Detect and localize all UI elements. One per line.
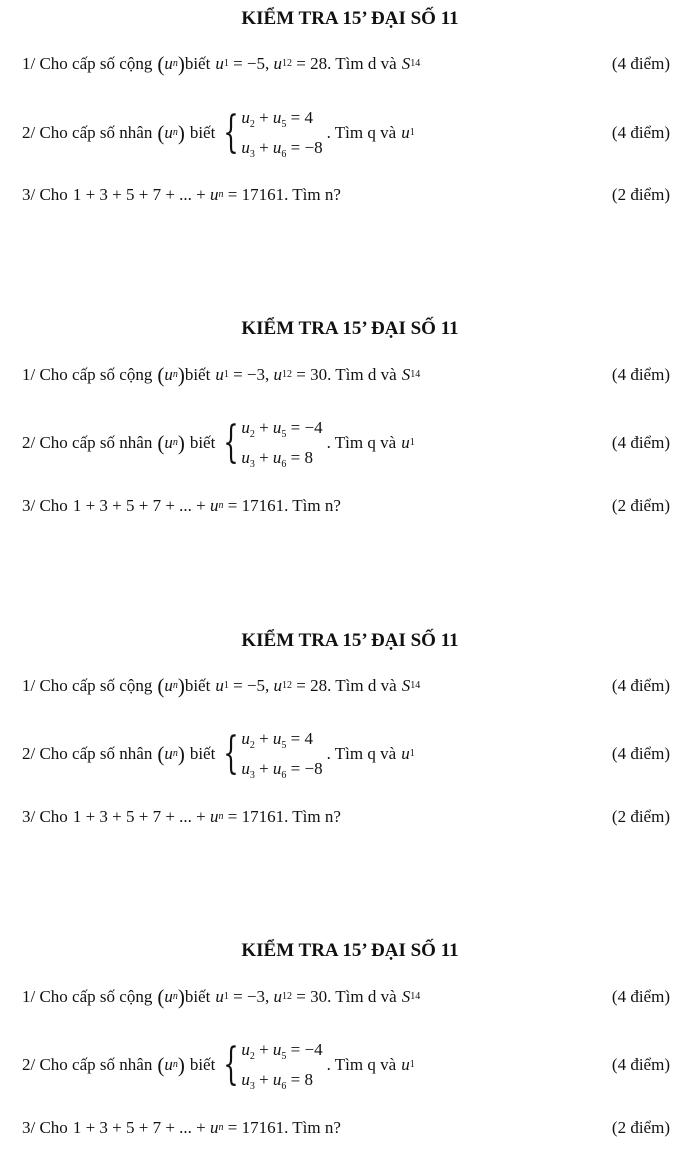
points-label: (2 điểm) [611,1118,670,1137]
question-label: 1/ Cho cấp số cộng [22,365,153,384]
question-label: 1/ Cho cấp số cộng [22,676,153,695]
brace-icon: { [223,728,240,779]
equation-system: { $u_2 + u_5 = -4$ $u_3 + u_6 = 8$ [223,417,323,470]
question-label: 3/ Cho [22,807,68,826]
points-label: (4 điểm) [611,433,670,452]
question-1: 1/ Cho cấp số cộng ( u n ) biết u 1 = −3 , u 12 = 30 . Tìm d và S 14 (4 điểm) [22,985,670,1009]
question-label: 3/ Cho [22,185,68,204]
exam-title: KIỂM TRA 15’ ĐẠI SỐ 11 [241,630,459,651]
question-label: 2/ Cho cấp số nhân [22,1055,153,1074]
points-label: (4 điểm) [611,365,670,384]
exam-title: KIỂM TRA 15’ ĐẠI SỐ 11 [241,318,459,339]
question-1: 1/ Cho cấp số cộng ( u n ) biết u 1 = −5 , u 12 = 28 . Tìm d và S 14 (4 điểm) [22,674,670,698]
brace-icon: { [223,1039,240,1090]
points-label: (2 điểm) [611,807,670,826]
question-label: 1/ Cho cấp số cộng [22,54,153,73]
points-label: (4 điểm) [611,744,670,763]
points-label: (4 điểm) [611,676,670,695]
points-label: (4 điểm) [611,123,670,142]
brace-icon: { [223,107,240,158]
question-3: 3/ Cho 1 + 3 + 5 + 7 + ... + u n = 17161 . Tìm n? (2 điểm) [22,807,670,826]
points-label: (4 điểm) [611,54,670,73]
question-3: 3/ Cho 1 + 3 + 5 + 7 + ... + u n = 17161 . Tìm n? (2 điểm) [22,1118,670,1137]
question-3: 3/ Cho 1 + 3 + 5 + 7 + ... + u n = 17161 . Tìm n? (2 điểm) [22,496,670,515]
brace-icon: { [223,417,240,468]
question-label: 3/ Cho [22,1118,68,1137]
question-2: 2/ Cho cấp số nhân ( u n ) biết { $u_2 + u_5 = 4$ $u_3 + u_6 = -8$ . Tìm q và u 1 (4 điểm) [22,728,670,781]
question-1: 1/ Cho cấp số cộng ( u n ) biết u 1 = −5 , u 12 = 28 . Tìm d và S 14 (4 điểm) [22,52,670,76]
question-label: 2/ Cho cấp số nhân [22,433,153,452]
exam-title: KIỂM TRA 15’ ĐẠI SỐ 11 [241,8,459,29]
equation-system: { $u_2 + u_5 = -4$ $u_3 + u_6 = 8$ [223,1039,323,1092]
question-2: 2/ Cho cấp số nhân ( u n ) biết { $u_2 + u_5 = -4$ $u_3 + u_6 = 8$ . Tìm q và u 1 (4 điểm) [22,1039,670,1092]
equation-system: { $u_2 + u_5 = 4$ $u_3 + u_6 = -8$ [223,107,323,160]
question-2: 2/ Cho cấp số nhân ( u n ) biết { $u_2 + u_5 = -4$ $u_3 + u_6 = 8$ . Tìm q và u 1 (4 điểm) [22,417,670,470]
exam-title: KIỂM TRA 15’ ĐẠI SỐ 11 [241,940,459,961]
question-1: 1/ Cho cấp số cộng ( u n ) biết u 1 = −3 , u 12 = 30 . Tìm d và S 14 (4 điểm) [22,363,670,387]
question-label: 2/ Cho cấp số nhân [22,123,153,142]
question-2: 2/ Cho cấp số nhân ( u n ) biết { $u_2 + u_5 = 4$ $u_3 + u_6 = -8$ . Tìm q và u 1 (4 điểm) [22,107,670,160]
points-label: (2 điểm) [611,185,670,204]
question-label: 2/ Cho cấp số nhân [22,744,153,763]
question-3: 3/ Cho 1 + 3 + 5 + 7 + ... + u n = 17161 . Tìm n? (2 điểm) [22,185,670,204]
points-label: (4 điểm) [611,987,670,1006]
points-label: (4 điểm) [611,1055,670,1074]
question-label: 1/ Cho cấp số cộng [22,987,153,1006]
equation-system: { $u_2 + u_5 = 4$ $u_3 + u_6 = -8$ [223,728,323,781]
question-label: 3/ Cho [22,496,68,515]
points-label: (2 điểm) [611,496,670,515]
